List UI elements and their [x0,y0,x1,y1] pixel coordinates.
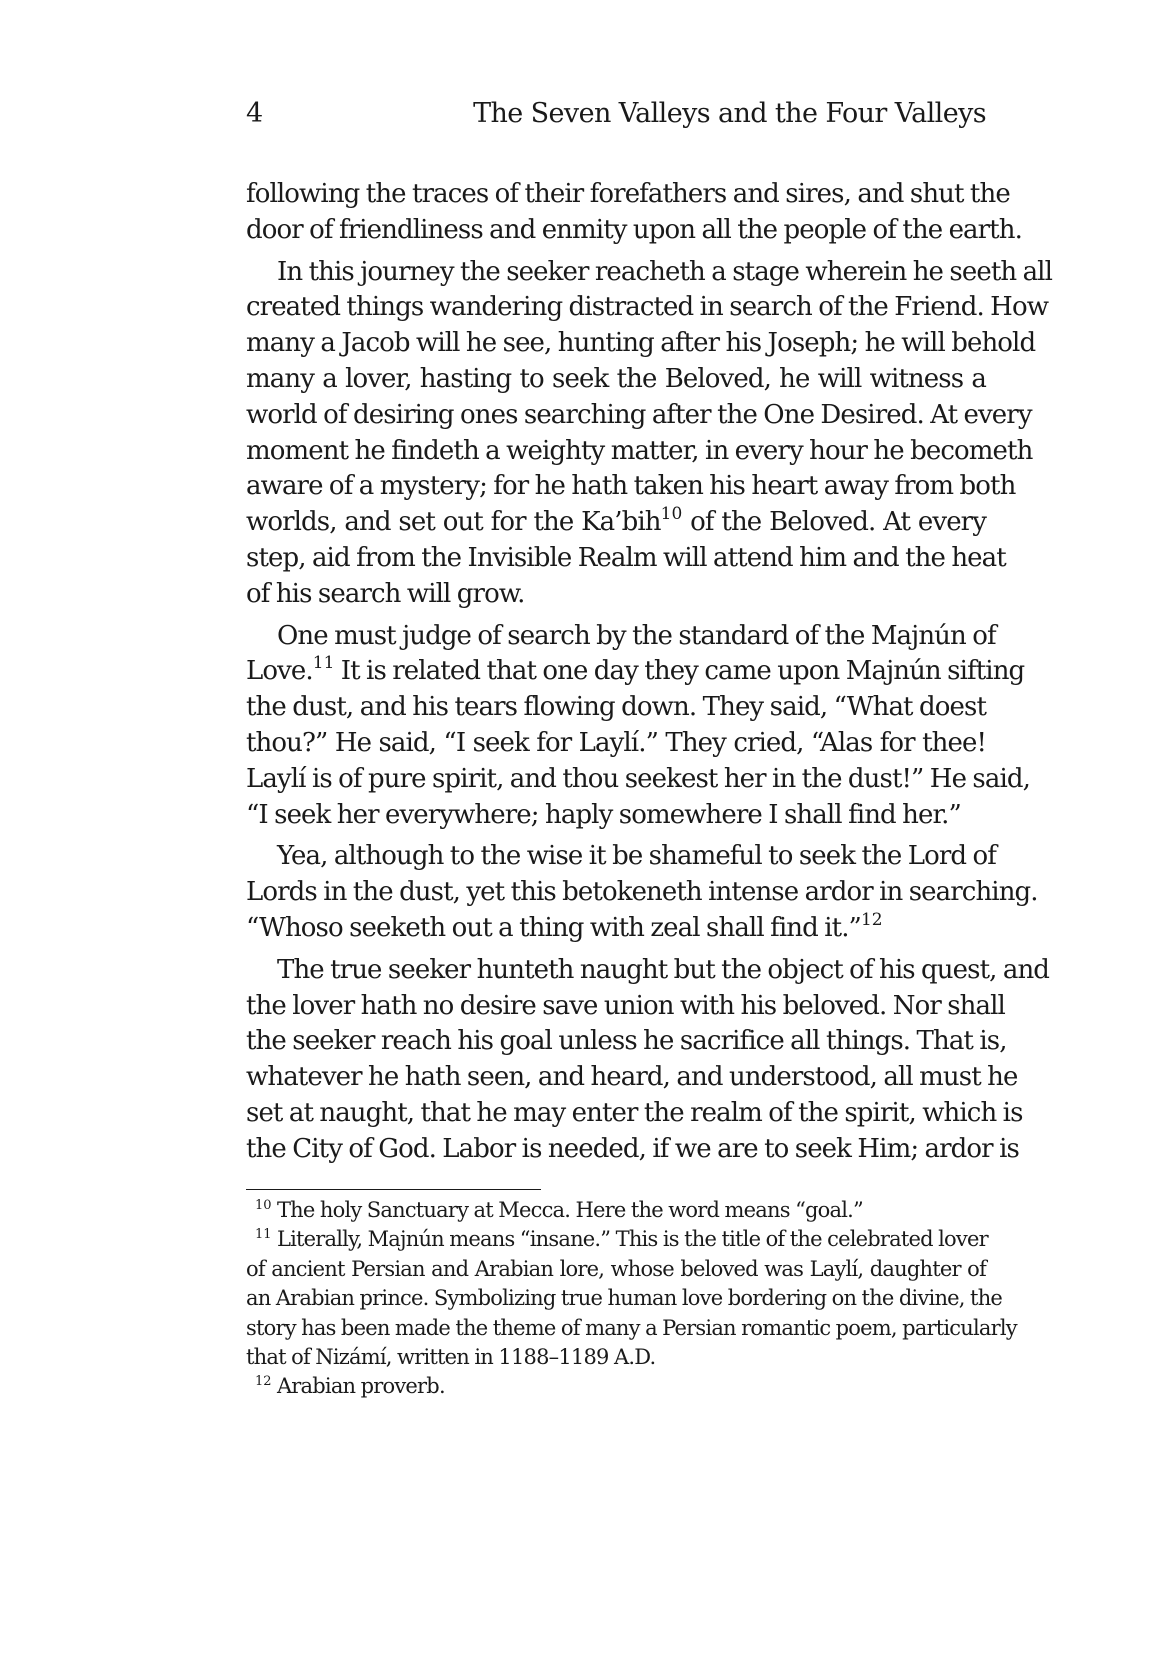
running-head-title: The Seven Valleys and the Four Valleys [473,98,986,129]
footnote-ref-12[interactable]: 12 [860,909,883,930]
running-head [246,94,986,134]
page-number: 4 [246,98,263,129]
footnote-line: story has been made the theme of many a Persian romantic poem, particularly [246,1315,1017,1340]
text-line: Lords in the dust, yet this betokeneth intense ardor in searching. [246,877,1038,908]
paragraph [246,953,1050,1168]
text-line: many a lover, hasting to seek the Beloved, he will witness a [246,363,986,394]
text-line: aware of a mystery; for he hath taken his heart away from both [246,471,1016,502]
footnote-number: 11 [255,1227,272,1243]
text-segment: of the Beloved. At every [690,507,986,538]
footnote-line: an Arabian prince. Symbolizing true human love bordering on the divine, the [246,1286,1003,1311]
text-line: Yea, although to the wise it be shameful to seek the Lord of [277,841,996,872]
footnote-line [246,1372,986,1401]
text-line: world of desiring ones searching after the One Desired. At every [246,399,1032,430]
text-segment: Love. [246,656,313,687]
text-line: the lover hath no desire save union with his beloved. Nor shall [246,990,1005,1021]
paragraph [246,839,1038,946]
footnote-text: The holy Sanctuary at Mecca. Here the word means “goal.” [276,1198,863,1222]
footnote-12 [246,1372,986,1401]
footnote-line: of ancient Persian and Arabian lore, whose beloved was Laylí, daughter of [246,1256,986,1281]
footnote-divider [246,1189,541,1190]
text-line: set at naught, that he may enter the realm of the spirit, which is [246,1097,1023,1128]
paragraph [246,255,1053,613]
paragraph [246,619,1031,834]
footnote-line [246,1225,986,1254]
footnotes [246,1196,1017,1402]
text-line: One must judge of search by the standard of the Majnún of [277,620,996,651]
paragraph [246,177,1022,249]
text-line: moment he findeth a weighty matter, in every hour he becometh [246,435,1033,466]
text-line: the dust, and his tears flowing down. They said, “What doest [246,692,986,723]
footnote-number: 10 [255,1198,272,1213]
footnote-ref-10[interactable]: 10 [660,504,683,525]
text-line: Laylí is of pure spirit, and thou seekest her in the dust!” He said, [246,763,1031,794]
footnote-text: Literally, Majnún means “insane.” This is the title of the celebrated lover [276,1227,988,1252]
text-line: of his search will grow. [246,578,525,609]
text-line: the seeker reach his goal unless he sacrifice all things. That is, [246,1026,1007,1057]
text-line: thou?” He said, “I seek for Laylí.” They cried, “Alas for thee! [246,727,986,758]
footnote-ref-11[interactable]: 11 [312,653,335,674]
footnote-number: 12 [255,1374,272,1390]
footnote-line: that of Nizámí, written in 1188–1189 A.D. [246,1344,656,1369]
text-line: many a Jacob will he see, hunting after his Joseph; he will behold [246,328,1036,359]
text-line: created things wandering distracted in search of the Friend. How [246,292,1049,323]
text-line [246,505,986,541]
text-line: The true seeker hunteth naught but the object of his quest, and [277,954,1050,985]
text-segment: “Whoso seeketh out a thing with zeal shall find it.” [246,912,861,943]
text-line [246,653,1025,690]
text-line: following the traces of their forefathers and sires, and shut the [246,179,1010,209]
text-segment: It is related that one day they came upon Majnún sifting [334,656,1025,687]
text-line: In this journey the seeker reacheth a stage wherein he seeth all [277,256,1053,287]
footnote-line [246,1196,986,1225]
text-line: whatever he hath seen, and heard, and understood, all must he [246,1062,1018,1093]
body-text [246,177,1053,1174]
text-line: door of friendliness and enmity upon all the people of the earth. [246,214,1022,245]
text-line [246,911,986,947]
text-line: “I seek her everywhere; haply somewhere I shall find her.” [246,799,961,830]
footnote-text: Arabian proverb. [276,1374,445,1399]
text-segment: worlds, and set out for the Ka’bih [246,507,661,538]
footnote-10 [246,1196,986,1225]
text-line: the City of God. Labor is needed, if we are to seek Him; ardor is [246,1133,1019,1164]
footnote-11 [246,1225,1017,1372]
text-line: step, aid from the Invisible Realm will attend him and the heat [246,542,1006,573]
